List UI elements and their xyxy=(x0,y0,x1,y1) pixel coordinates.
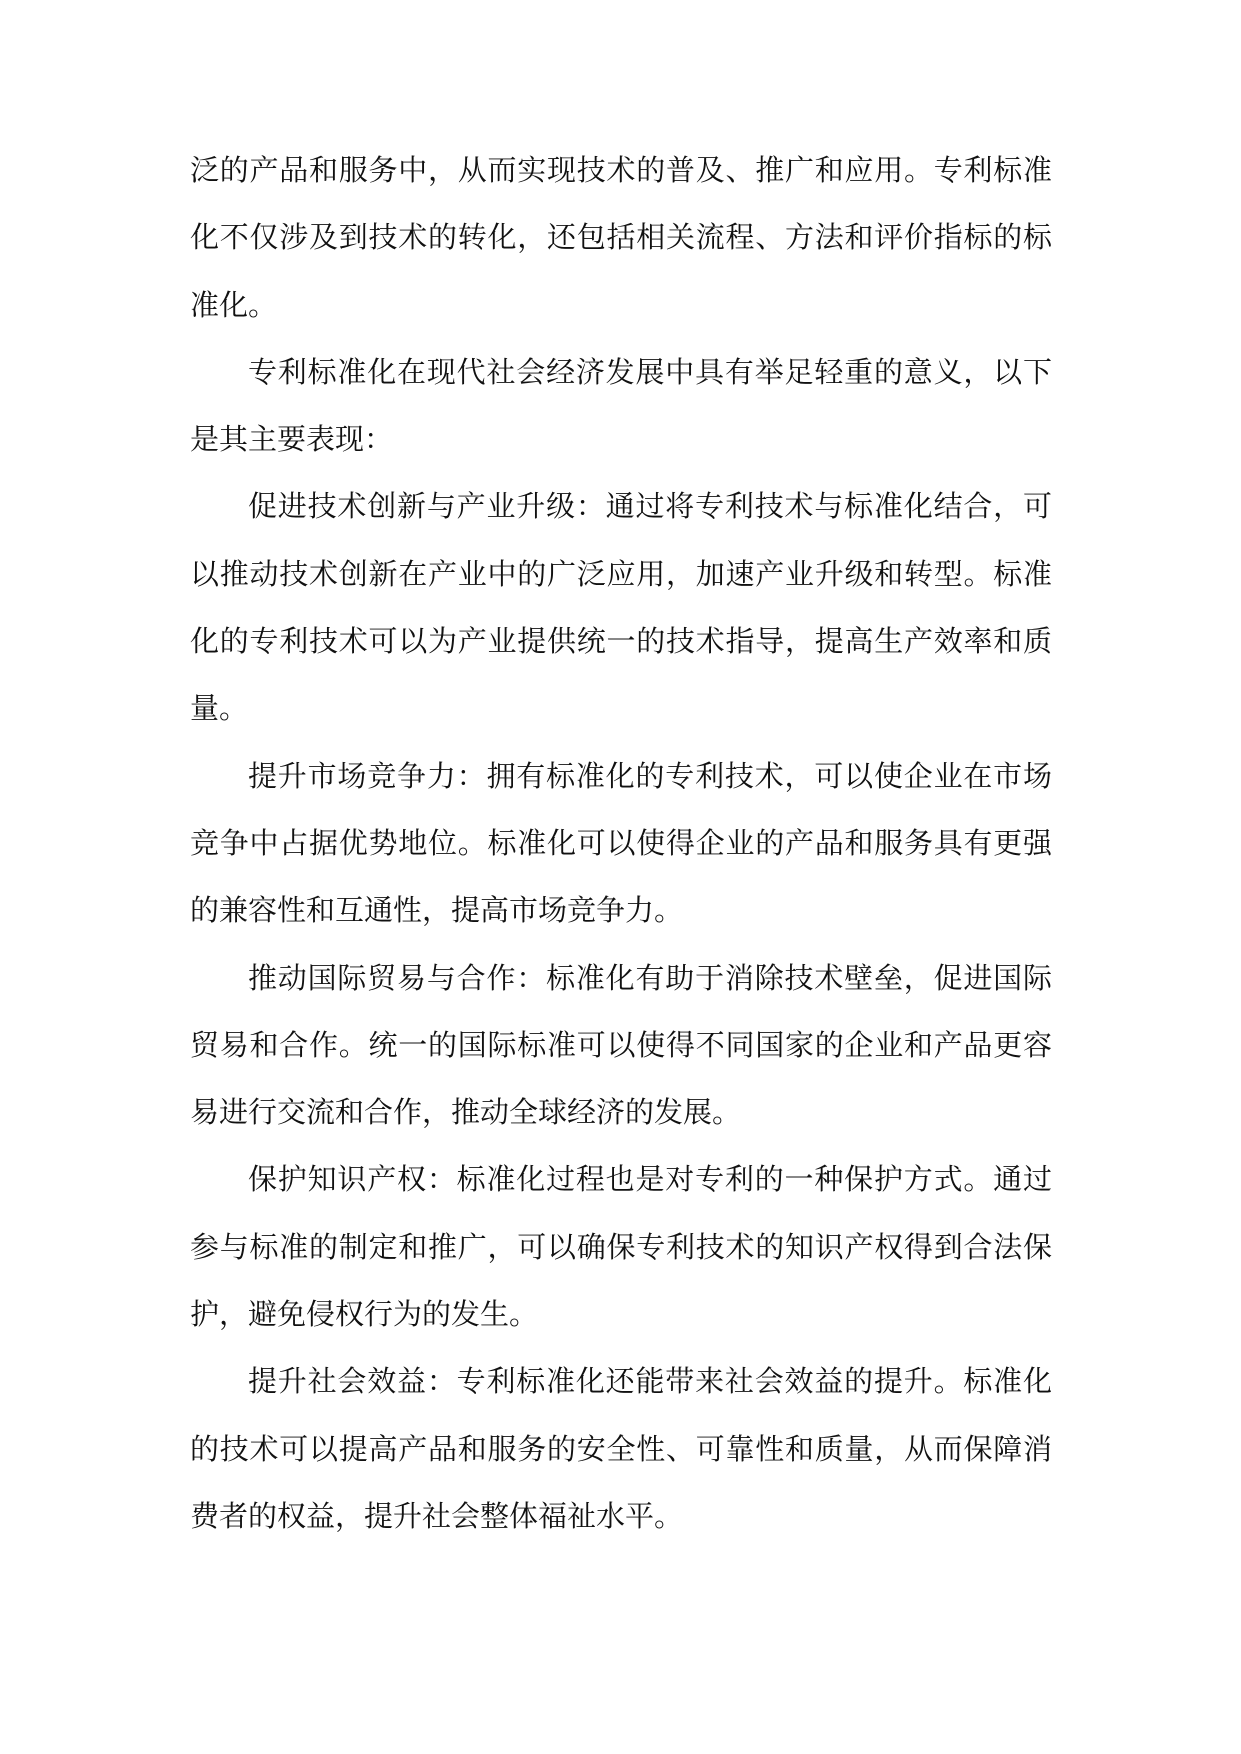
paragraph-international-trade: 推动国际贸易与合作：标准化有助于消除技术壁垒，促进国际贸易和合作。统一的国际标准可以使得不同国家的企业和产品更容易进行交流和合作，推动全球经济的发展。 xyxy=(190,960,1052,1130)
paragraph-continuation: 泛的产品和服务中，从而实现技术的普及、推广和应用。专利标准化不仅涉及到技术的转化，还包括相关流程、方法和评价指标的标准化。 xyxy=(190,153,1052,322)
paragraph-social-benefit: 提升社会效益：专利标准化还能带来社会效益的提升。标准化的技术可以提高产品和服务的安全性、可靠性和质量，从而保障消费者的权益，提升社会整体福祉水平。 xyxy=(190,1364,1052,1533)
paragraph-innovation-upgrade: 促进技术创新与产业升级：通过将专利技术与标准化结合，可以推动技术创新在产业中的广泛应用，加速产业升级和转型。标准化的专利技术可以为产业提供统一的技术指导，提高生产效率和质量。 xyxy=(190,489,1052,726)
paragraph-market-competitiveness: 提升市场竞争力：拥有标准化的专利技术，可以使企业在市场竞争中占据优势地位。标准化可以使得企业的产品和服务具有更强的兼容性和互通性，提高市场竞争力。 xyxy=(190,758,1052,928)
document-body xyxy=(190,137,1052,1550)
paragraph-significance-intro: 专利标准化在现代社会经济发展中具有举足轻重的意义，以下是其主要表现： xyxy=(190,354,1052,457)
paragraph-ip-protection: 保护知识产权：标准化过程也是对专利的一种保护方式。通过参与标准的制定和推广，可以确保专利技术的知识产权得到合法保护，避免侵权行为的发生。 xyxy=(190,1162,1052,1332)
